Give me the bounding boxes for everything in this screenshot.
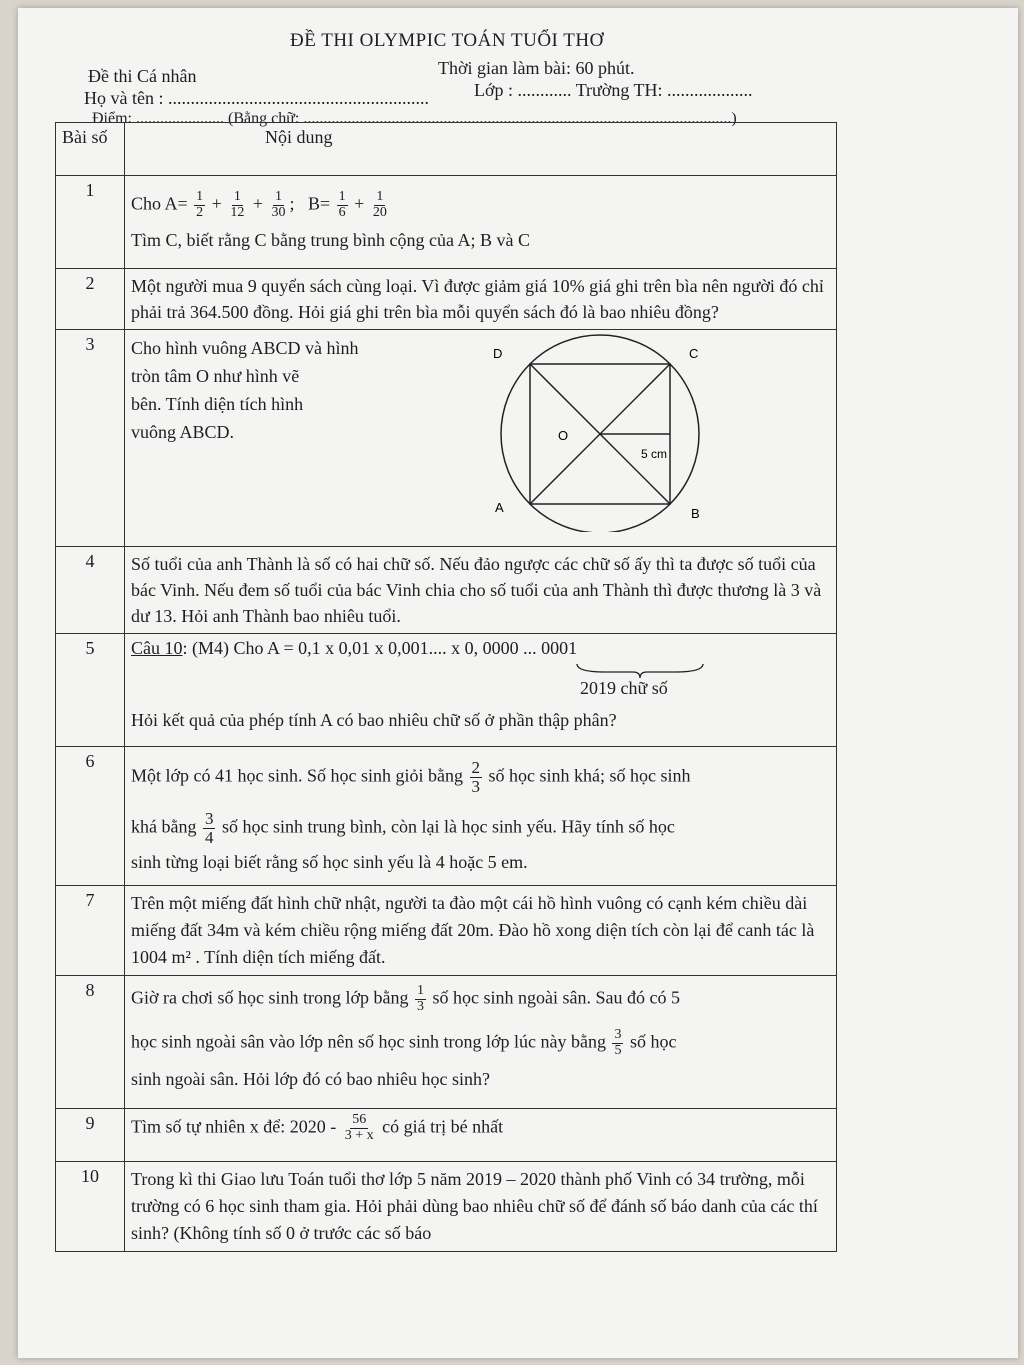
- question-content: [125, 634, 837, 747]
- fraction: $\frac{3}{4}$: [204, 808, 214, 847]
- q8-text: số học sinh ngoài sân. Sau đó có 5: [432, 987, 680, 1008]
- length-label: 5 cm: [641, 447, 668, 461]
- vertex-label-b: B: [691, 506, 700, 521]
- name-field: Họ và tên : ..........................................................: [84, 88, 429, 108]
- table-header-row: [56, 123, 837, 176]
- question-number: 4: [56, 547, 125, 634]
- vertex-label-a: A: [495, 500, 504, 515]
- fraction: $\frac{1}{20}$: [372, 189, 387, 220]
- question-row-9: [56, 1109, 837, 1162]
- q3-line: bên. Tính diện tích hình: [131, 394, 304, 414]
- fraction: $\frac{1}{12}$: [230, 189, 245, 220]
- question-content: [125, 330, 837, 547]
- question-content: Số tuổi của anh Thành là số có hai chữ số. Nếu đảo ngược các chữ số ấy thì ta được số tuổi của bác Vinh. Nếu đem số tuổi của bác Vinh chia cho số tuổi của anh Thành thì được thương là 3 và dư 13. Hỏi anh Thành bao nhiêu tuổi.: [125, 547, 837, 634]
- q8-text: số học: [629, 1031, 677, 1052]
- question-row-4: [56, 547, 837, 634]
- q9-text: Tìm số tự nhiên x để: 2020 -: [131, 1116, 337, 1137]
- exam-type: Đề thi Cá nhân: [88, 66, 197, 86]
- fraction: $\frac{56}{3 + x}$: [344, 1112, 374, 1143]
- question-row-2: [56, 269, 837, 330]
- q6-text: sinh từng loại biết rằng số học sinh yếu là 4 hoặc 5 em.: [131, 852, 528, 873]
- question-number: 7: [56, 886, 125, 976]
- question-row-6: [56, 747, 837, 886]
- question-number: 1: [56, 176, 125, 269]
- exam-title: ĐỀ THI OLYMPIC TOÁN TUỔI THƠ: [290, 30, 604, 51]
- question-row-8: [56, 976, 837, 1109]
- fraction: $\frac{1}{3}$: [417, 983, 425, 1014]
- question-table: [55, 122, 837, 1252]
- q1-b-label: B=: [308, 193, 331, 214]
- q5-prefix: Câu 10: [131, 638, 183, 658]
- question-row-3: [56, 330, 837, 547]
- class-school-field: Lớp : ............ Trường TH: ...................: [474, 80, 753, 100]
- q5-line2: Hỏi kết quả của phép tính A có bao nhiêu chữ số ở phần thập phân?: [131, 710, 617, 730]
- q3-line: vuông ABCD.: [131, 422, 235, 442]
- vertex-label-d: D: [493, 346, 503, 361]
- question-content: [125, 976, 837, 1109]
- brace-icon: [575, 662, 705, 678]
- score-field: Điểm: ...................... (Bằng chữ: ...........................................................................................................): [92, 110, 737, 127]
- q8-text: học sinh ngoài sân vào lớp nên số học sinh trong lớp lúc này bằng: [131, 1031, 606, 1052]
- question-content: Một người mua 9 quyển sách cùng loại. Vì được giảm giá 10% giá ghi trên bìa nên người đó chỉ phải trả 364.500 đồng. Hỏi giá ghi trên bìa mỗi quyển sách đó là bao nhiêu đồng?: [125, 269, 837, 330]
- fraction: $\frac{2}{3}$: [471, 758, 481, 796]
- q6-text: khá bằng: [131, 816, 197, 837]
- center-label-o: O: [558, 428, 569, 443]
- question-content: Trong kì thi Giao lưu Toán tuổi thơ lớp 5 năm 2019 – 2020 thành phố Vinh có 34 trường, mỗi trường có 6 học sinh tham gia. Hỏi phải dùng bao nhiêu chữ số để đánh số báo danh của các thí sinh? (Không tính số 0 ở trước các số báo: [125, 1162, 837, 1252]
- question-row-7: [56, 886, 837, 976]
- brace-label: 2019 chữ số: [580, 678, 668, 698]
- q6-text: số học sinh khá; số học sinh: [488, 765, 691, 786]
- fraction: $\frac{1}{6}$: [338, 189, 346, 220]
- q8-text: sinh ngoài sân. Hỏi lớp đó có bao nhiêu học sinh?: [131, 1068, 490, 1089]
- q9-text: có giá trị bé nhất: [382, 1116, 504, 1137]
- q8-text: Giờ ra chơi số học sinh trong lớp bằng: [131, 987, 409, 1008]
- fraction: $\frac{1}{30}$: [271, 189, 286, 220]
- question-row-1: [56, 176, 837, 269]
- question-row-10: [56, 1162, 837, 1252]
- vertex-label-c: C: [689, 346, 699, 361]
- fraction: $\frac{1}{2}$: [196, 189, 204, 220]
- question-content: Trên một miếng đất hình chữ nhật, người ta đào một cái hồ hình vuông có cạnh kém chiều dài miếng đất 34m và kém chiều rộng miếng đất 20m. Đào hồ xong diện tích còn lại để canh tác là 1004 m² . Tính diện tích miếng đất.: [125, 886, 837, 976]
- q6-text: số học sinh trung bình, còn lại là học sinh yếu. Hãy tính số học: [221, 816, 675, 837]
- col-content-header: Nội dung: [125, 123, 837, 176]
- question-number: 10: [56, 1162, 125, 1252]
- question-number: 3: [56, 330, 125, 547]
- question-content: Cho A= $\frac{1}{2}$ + $\frac{1}{12}$ + $\frac{1}{30}$ ; B= $\frac{1}{6}$ + $\frac{1}{20}$ Tìm C, biết rằng C bằng trung bình cộng của A; B và C: [125, 176, 837, 269]
- q1-a-label: Cho A=: [131, 193, 188, 214]
- col-number-header: Bài số: [56, 123, 125, 176]
- square-circle-figure: [475, 332, 735, 532]
- question-number: 9: [56, 1109, 125, 1162]
- question-content: [125, 747, 837, 886]
- question-number: 5: [56, 634, 125, 747]
- question-content: [125, 1109, 837, 1162]
- q5-line1: : (M4) Cho A = 0,1 x 0,01 x 0,001.... x 0, 0000 ... 0001: [182, 638, 578, 658]
- question-row-5: [56, 634, 837, 747]
- exam-time: Thời gian làm bài: 60 phút.: [438, 58, 635, 78]
- q3-line: tròn tâm O như hình vẽ: [131, 366, 300, 386]
- question-number: 8: [56, 976, 125, 1109]
- q1-line2: Tìm C, biết rằng C bằng trung bình cộng của A; B và C: [131, 230, 530, 251]
- question-number: 2: [56, 269, 125, 330]
- fraction: $\frac{3}{5}$: [614, 1027, 622, 1059]
- q6-text: Một lớp có 41 học sinh. Số học sinh giỏi bằng: [131, 765, 464, 786]
- q3-line: Cho hình vuông ABCD và hình: [131, 338, 359, 358]
- question-number: 6: [56, 747, 125, 886]
